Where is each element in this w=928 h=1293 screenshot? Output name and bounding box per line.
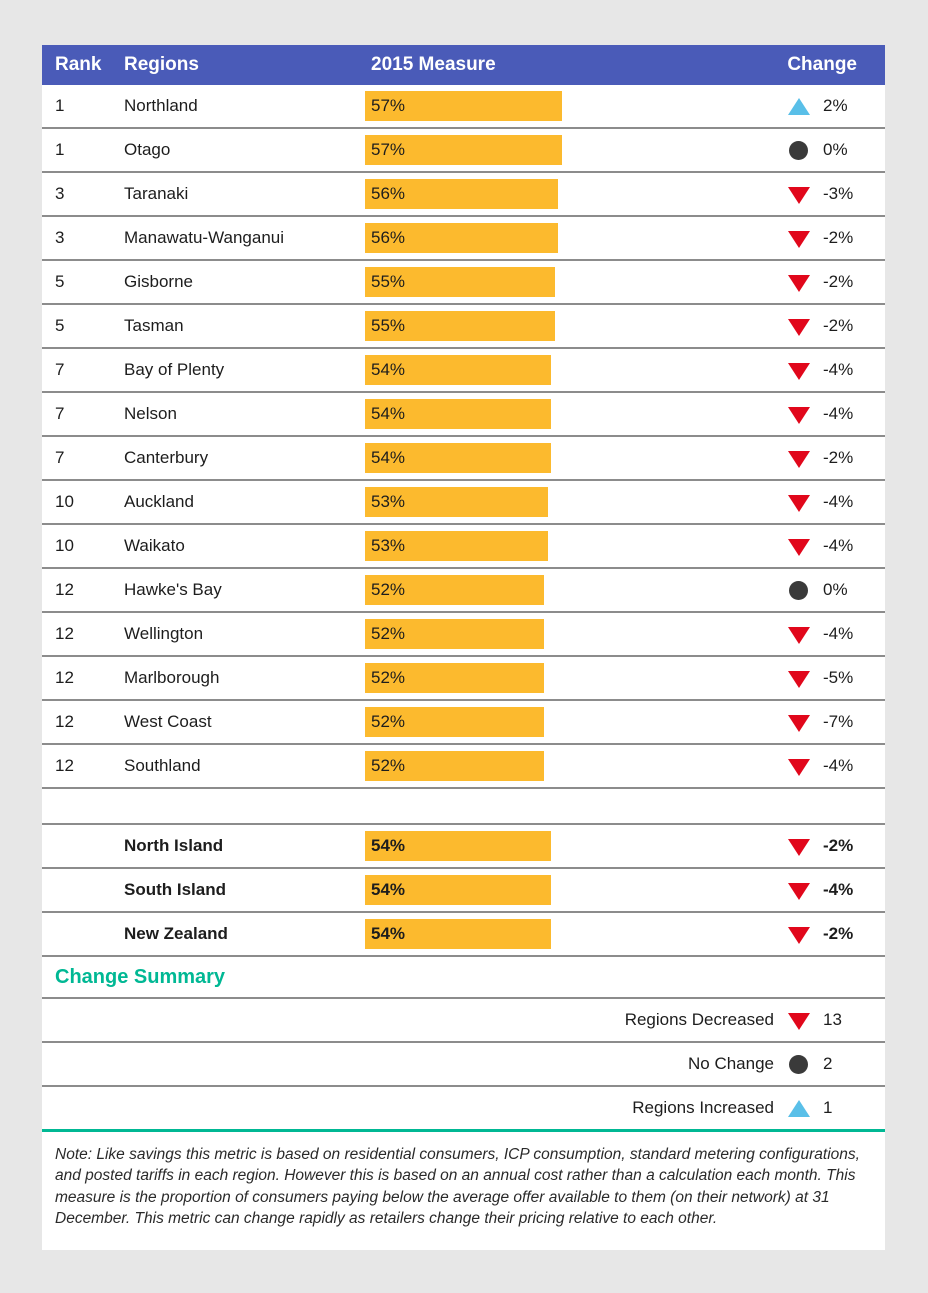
change-value: -4% (823, 756, 854, 775)
change-value: -2% (823, 272, 854, 291)
change-value: -7% (823, 712, 854, 731)
measure-bar-track (365, 875, 725, 905)
cell-region: Northland (124, 96, 198, 115)
change-value: -2% (823, 448, 854, 467)
cell-change (725, 95, 885, 117)
table-row (42, 85, 885, 129)
table-row (42, 349, 885, 393)
cell-rank: 10 (55, 536, 74, 555)
change-summary-item (42, 1043, 885, 1087)
measure-bar-track (365, 179, 725, 209)
cell-change (725, 447, 885, 469)
cell-region: North Island (124, 836, 224, 855)
cell-change (725, 535, 885, 557)
change-value: -2% (823, 228, 854, 247)
column-header-rank: Rank (55, 54, 102, 75)
cell-change (725, 579, 885, 601)
cell-rank: 5 (55, 316, 65, 335)
cell-change (725, 403, 885, 425)
table-row (42, 525, 885, 569)
cell-rank: 3 (55, 228, 65, 247)
table-row (42, 569, 885, 613)
cell-rank: 3 (55, 184, 65, 203)
cell-measure (365, 399, 725, 429)
cell-change (725, 315, 885, 337)
measure-bar-track (365, 443, 725, 473)
change-summary-list (42, 999, 885, 1132)
change-value: -5% (823, 668, 854, 687)
up-triangle-icon (788, 95, 810, 117)
column-header-regions: Regions (124, 54, 199, 75)
down-triangle-icon (788, 271, 810, 293)
cell-change (725, 359, 885, 381)
measure-bar: 56% (365, 179, 558, 209)
cell-measure (365, 575, 725, 605)
table-total-row (42, 869, 885, 913)
down-triangle-icon (788, 403, 810, 425)
cell-change (725, 271, 885, 293)
down-triangle-icon (788, 315, 810, 337)
measure-bar: 55% (365, 267, 555, 297)
change-summary-count: 1 (823, 1098, 833, 1117)
cell-measure (365, 531, 725, 561)
cell-region: Nelson (124, 404, 177, 423)
cell-region: Taranaki (124, 184, 189, 203)
down-triangle-icon (788, 711, 810, 733)
cell-rank: 10 (55, 492, 74, 511)
cell-measure (365, 135, 725, 165)
cell-region: Canterbury (124, 448, 209, 467)
cell-region: Southland (124, 756, 201, 775)
measure-bar: 56% (365, 223, 558, 253)
table-row (42, 481, 885, 525)
cell-rank: 7 (55, 360, 65, 379)
measure-bar-track (365, 487, 725, 517)
measure-bar: 52% (365, 751, 544, 781)
table-row (42, 393, 885, 437)
change-summary-title: Change Summary (55, 965, 226, 988)
measure-bar: 54% (365, 443, 551, 473)
change-summary-count: 13 (823, 1010, 842, 1029)
report-card (42, 45, 885, 1250)
measure-bar-track (365, 751, 725, 781)
table-spacer-row (42, 789, 885, 825)
cell-change (725, 835, 885, 857)
down-triangle-icon (788, 755, 810, 777)
measure-bar: 52% (365, 575, 544, 605)
cell-region: Marlborough (124, 668, 220, 687)
measure-bar-track (365, 399, 725, 429)
down-triangle-icon (788, 359, 810, 381)
measure-bar: 52% (365, 707, 544, 737)
table-row (42, 305, 885, 349)
measure-bar: 52% (365, 619, 544, 649)
change-value: -3% (823, 184, 854, 203)
cell-region: Auckland (124, 492, 194, 511)
flat-circle-icon (788, 579, 810, 601)
table-row (42, 261, 885, 305)
change-value: 2% (823, 96, 848, 115)
cell-region: New Zealand (124, 924, 228, 943)
cell-rank: 7 (55, 448, 65, 467)
cell-region: South Island (124, 880, 226, 899)
up-triangle-icon (788, 1097, 810, 1119)
measure-bar: 54% (365, 831, 551, 861)
cell-rank: 12 (55, 580, 74, 599)
cell-region: West Coast (124, 712, 212, 731)
cell-region: Waikato (124, 536, 185, 555)
change-value: -2% (823, 924, 854, 943)
table-row (42, 217, 885, 261)
down-triangle-icon (788, 835, 810, 857)
cell-measure (365, 267, 725, 297)
cell-region: Otago (124, 140, 171, 159)
change-value: 0% (823, 580, 848, 599)
cell-measure (365, 223, 725, 253)
table-row (42, 437, 885, 481)
down-triangle-icon (788, 1009, 810, 1031)
change-summary-header (42, 957, 885, 999)
column-header-measure: 2015 Measure (371, 54, 496, 75)
cell-region: Hawke's Bay (124, 580, 222, 599)
change-value: -4% (823, 492, 854, 511)
table-body (42, 85, 885, 789)
measure-bar-track (365, 831, 725, 861)
measure-bar-track (365, 223, 725, 253)
change-value: -4% (823, 536, 854, 555)
cell-rank: 12 (55, 668, 74, 687)
measure-bar: 54% (365, 875, 551, 905)
cell-change (725, 227, 885, 249)
table-total-row (42, 825, 885, 869)
table-row (42, 657, 885, 701)
down-triangle-icon (788, 183, 810, 205)
measure-bar-track (365, 531, 725, 561)
measure-bar: 55% (365, 311, 555, 341)
measure-bar: 54% (365, 919, 551, 949)
table-row (42, 745, 885, 789)
cell-rank: 1 (55, 96, 65, 115)
measure-bar-track (365, 575, 725, 605)
down-triangle-icon (788, 227, 810, 249)
cell-region: Wellington (124, 624, 204, 643)
measure-bar: 53% (365, 531, 548, 561)
table-total-row (42, 913, 885, 957)
measure-bar: 54% (365, 355, 551, 385)
cell-change (725, 879, 885, 901)
cell-measure (365, 619, 725, 649)
cell-rank: 12 (55, 756, 74, 775)
cell-measure (365, 487, 725, 517)
cell-measure (365, 663, 725, 693)
cell-measure (365, 831, 725, 861)
change-value: -2% (823, 836, 854, 855)
cell-change (725, 923, 885, 945)
cell-measure (365, 179, 725, 209)
down-triangle-icon (788, 879, 810, 901)
cell-change (725, 491, 885, 513)
cell-change (725, 183, 885, 205)
cell-measure (365, 311, 725, 341)
change-summary-label: No Change (687, 1054, 774, 1073)
cell-measure (365, 91, 725, 121)
measure-bar: 54% (365, 399, 551, 429)
measure-bar: 57% (365, 135, 562, 165)
cell-measure (365, 875, 725, 905)
change-value: -4% (823, 360, 854, 379)
change-value: -4% (823, 404, 854, 423)
measure-bar-track (365, 707, 725, 737)
down-triangle-icon (788, 447, 810, 469)
cell-change (725, 711, 885, 733)
table-row (42, 129, 885, 173)
measure-bar-track (365, 619, 725, 649)
down-triangle-icon (788, 535, 810, 557)
table-row (42, 701, 885, 745)
cell-region: Tasman (124, 316, 184, 335)
cell-rank: 12 (55, 624, 74, 643)
measure-bar-track (365, 267, 725, 297)
down-triangle-icon (788, 923, 810, 945)
change-value: -4% (823, 880, 854, 899)
table-row (42, 173, 885, 217)
table-row (42, 613, 885, 657)
cell-change (725, 755, 885, 777)
footnote: Note: Like savings this metric is based on residential consumers, ICP consumption, standard metering configurations, and posted tariffs in each region. However this is based on an annual cost rather than a calculation each month. This measure is the proportion of consumers paying below the average offer available to them (on their network) at 31 December. This metric can change rapidly as retailers change their pricing relative to each other. (55, 1146, 860, 1228)
down-triangle-icon (788, 491, 810, 513)
cell-measure (365, 443, 725, 473)
down-triangle-icon (788, 623, 810, 645)
flat-circle-icon (788, 1053, 810, 1075)
cell-change (725, 139, 885, 161)
change-value: 0% (823, 140, 848, 159)
cell-measure (365, 919, 725, 949)
measure-bar-track (365, 919, 725, 949)
measure-bar: 57% (365, 91, 562, 121)
measure-bar-track (365, 91, 725, 121)
cell-region: Bay of Plenty (124, 360, 225, 379)
table-header-row (42, 45, 885, 85)
cell-rank: 7 (55, 404, 65, 423)
cell-change (725, 623, 885, 645)
change-summary-label: Regions Increased (632, 1098, 774, 1117)
measure-bar: 53% (365, 487, 548, 517)
change-value: -4% (823, 624, 854, 643)
cell-region: Manawatu-Wanganui (124, 228, 285, 247)
table-totals (42, 825, 885, 957)
cell-measure (365, 751, 725, 781)
cell-measure (365, 355, 725, 385)
measure-bar-track (365, 355, 725, 385)
change-summary-label: Regions Decreased (624, 1010, 774, 1029)
cell-rank: 12 (55, 712, 74, 731)
cell-change (725, 667, 885, 689)
change-summary-item (42, 1087, 885, 1132)
measure-bar-track (365, 663, 725, 693)
change-summary-count: 2 (823, 1054, 833, 1073)
measure-bar-track (365, 311, 725, 341)
column-header-change: Change (787, 54, 857, 75)
cell-region: Gisborne (124, 272, 193, 291)
change-summary-item (42, 999, 885, 1043)
measure-bar: 52% (365, 663, 544, 693)
cell-measure (365, 707, 725, 737)
measure-bar-track (365, 135, 725, 165)
cell-rank: 1 (55, 140, 65, 159)
change-value: -2% (823, 316, 854, 335)
down-triangle-icon (788, 667, 810, 689)
flat-circle-icon (788, 139, 810, 161)
cell-rank: 5 (55, 272, 65, 291)
